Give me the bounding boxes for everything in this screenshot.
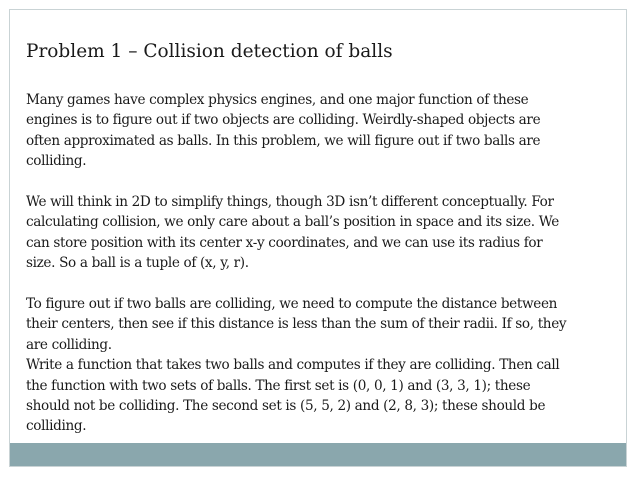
text-line: are colliding. (26, 336, 112, 353)
text-line: size. So a ball is a tuple of (x, y, r). (26, 255, 249, 272)
text-line: colliding. (26, 418, 87, 435)
text-line: can store position with its center x-y coordinates, and we can use its radius for (26, 234, 543, 251)
text-line: To figure out if two balls are colliding, we need to compute the distance between (26, 296, 558, 313)
paragraph-task (26, 294, 621, 437)
slide-title: Problem 1 – Collision detection of balls (26, 41, 393, 62)
text-line: colliding. (26, 153, 87, 170)
text-line: Many games have complex physics engines, and one major function of these (26, 92, 529, 108)
text-line: engines is to figure out if two objects are colliding. Weirdly-shaped objects are (26, 112, 541, 129)
text-line: should not be colliding. The second set is (5, 5, 2) and (2, 8, 3); these should be (26, 398, 546, 415)
paragraph-intro (26, 90, 621, 172)
text-line: their centers, then see if this distance is less than the sum of their radii. If so, they (26, 316, 567, 333)
paragraph-gap (26, 274, 621, 294)
paragraph-representation (26, 192, 621, 274)
text-line: Write a function that takes two balls and computes if they are colliding. Then call (26, 357, 560, 374)
text-line: often approximated as balls. In this problem, we will figure out if two balls are (26, 132, 541, 149)
text-line: We will think in 2D to simplify things, though 3D isn’t different conceptually. For (26, 194, 554, 211)
text-line: calculating collision, we only care about a ball’s position in space and its size. We (26, 214, 559, 231)
paragraph-gap (26, 172, 621, 192)
slide-body (26, 90, 621, 437)
footer-bar (10, 443, 626, 466)
text-line: the function with two sets of balls. The first set is (0, 0, 1) and (3, 3, 1); these (26, 377, 531, 394)
slide (9, 9, 627, 467)
